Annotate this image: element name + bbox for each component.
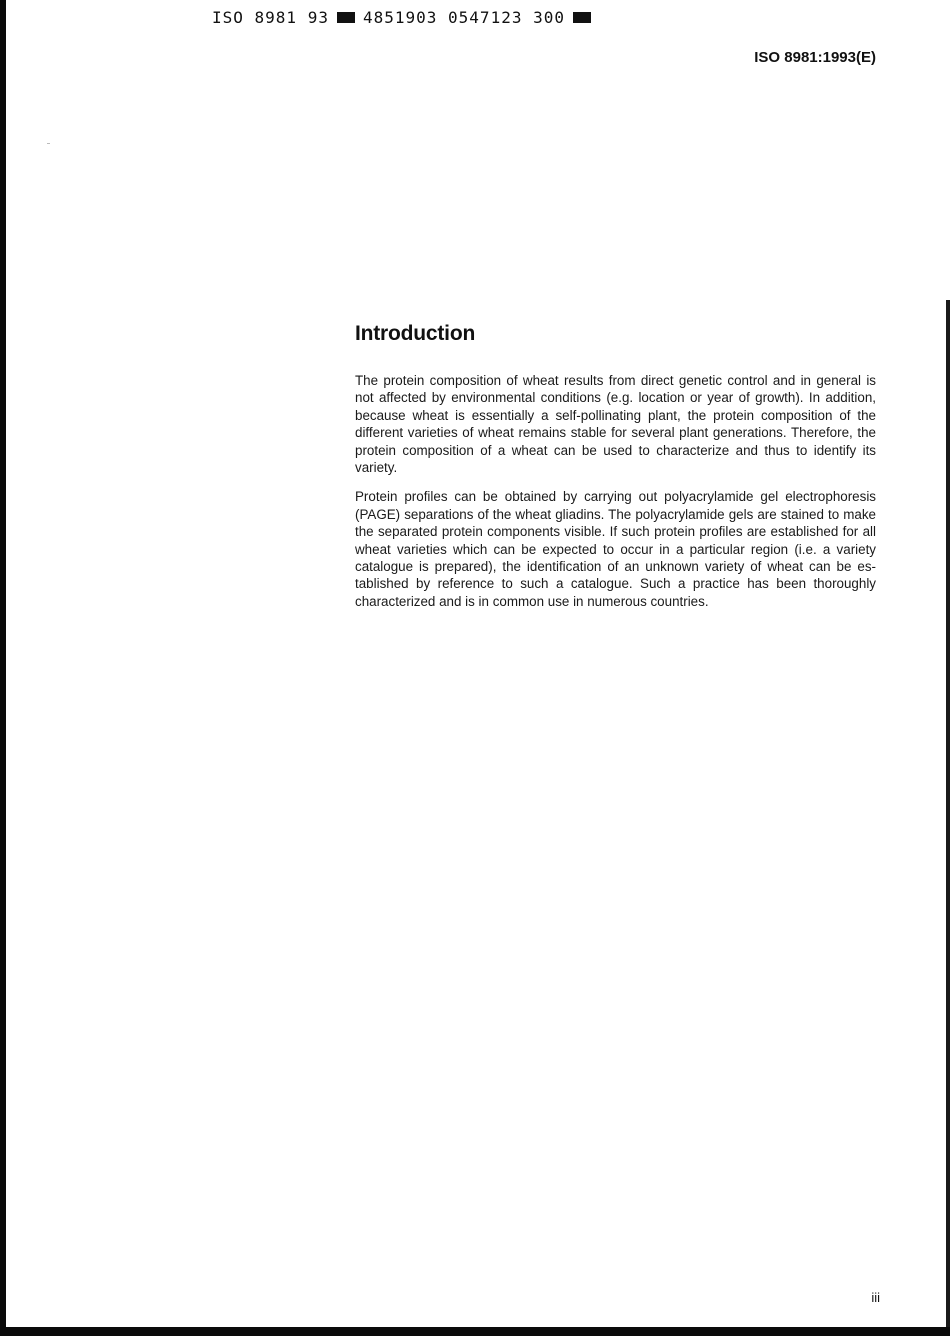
black-block-icon [337,12,355,23]
scan-left-border [0,0,6,1336]
scan-right-border [946,300,950,1336]
scan-barcode-header [212,8,599,27]
scan-speck [47,143,50,144]
document-id: ISO 8981:1993(E) [754,49,876,66]
paragraph: The protein composition of wheat results from direct genetic control and in general is not affected by environmental conditions (e.g. location or year of growth). In addition, because wheat is essentially a self-pollinating plant, the protein composition of the different varieties of wheat remains stable for several plant generations. Therefore, the protein composition of a wheat can be used to characterize and thus to identify its variety. [355,373,876,476]
black-block-icon [573,12,591,23]
scan-bottom-border [0,1327,950,1336]
paragraph: Protein profiles can be obtained by carrying out polyacrylamide gel electrophoresis (PAGE) separations of the wheat gliadins. The polyacrylamide gels are stained to make the separated protein components visible. If such protein profiles are established for all wheat varieties which can be expected to occur in a particular region (i.e. a variety catalogue is prepared), the identification of an unknown variety of wheat can be established by reference to such a catalogue. Such a practice has been thoroughly characterized and is in common use in numerous countries. [355,489,876,609]
scan-header-part1: ISO 8981 93 [212,8,329,27]
page-number: iii [871,1290,880,1305]
scan-header-part2: 4851903 0547123 300 [362,8,565,27]
main-content [355,322,876,622]
section-title: Introduction [355,322,476,345]
